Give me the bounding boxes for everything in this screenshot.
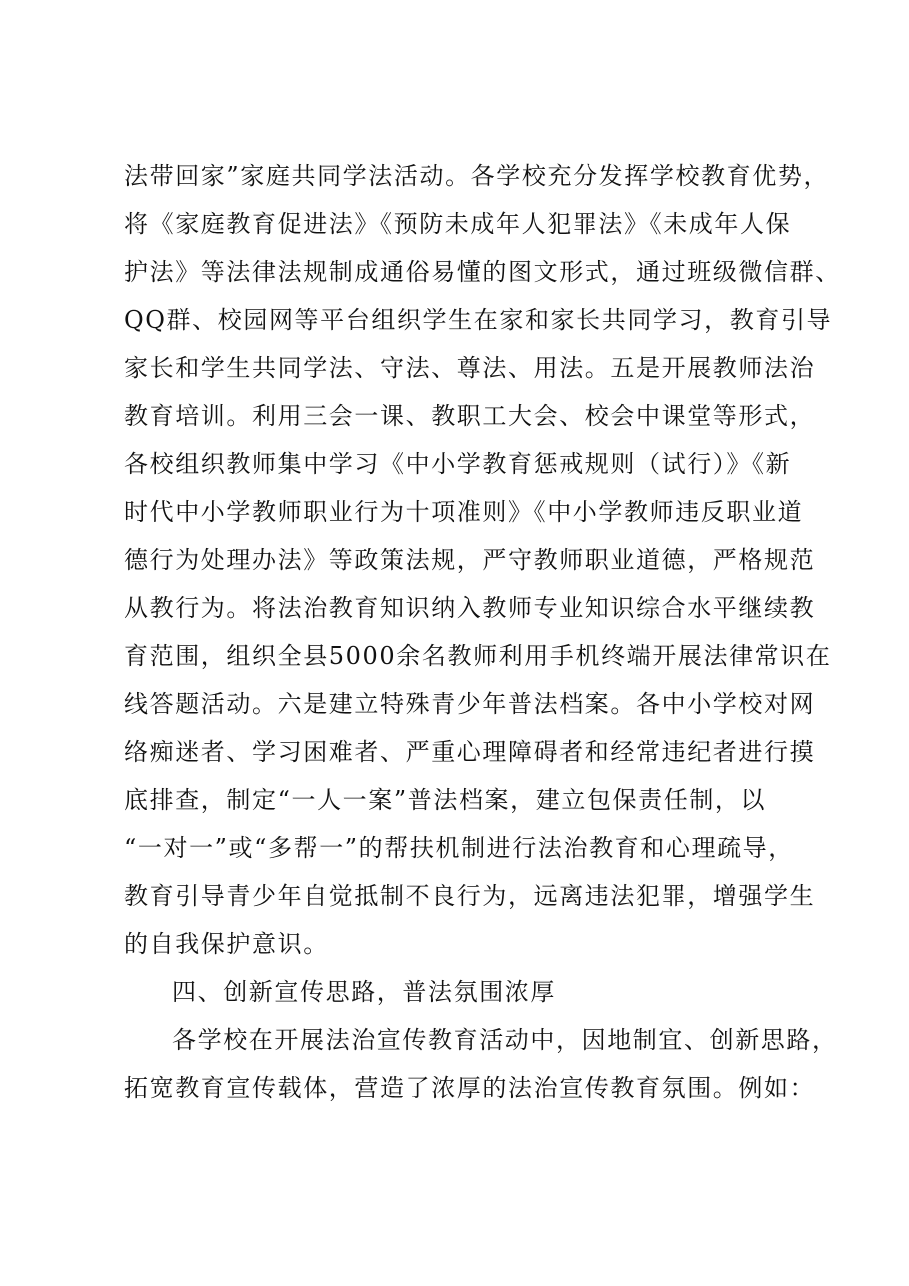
document-body xyxy=(124,152,841,1112)
text-line: 法带回家”家庭共同学法活动。各学校充分发挥学校教育优势， xyxy=(124,162,830,190)
text-line: 络痴迷者、学习困难者、严重心理障碍者和经常违纪者进行摸 xyxy=(124,738,816,766)
section-heading: 四、创新宣传思路，普法氛围浓厚 xyxy=(172,978,556,1006)
text-line: 护法》等法律法规制成通俗易懂的图文形式，通过班级微信群、 xyxy=(124,258,841,286)
paragraph-innovation xyxy=(124,1016,838,1112)
text-line: 教育引导青少年自觉抵制不良行为，远离违法犯罪，增强学生 xyxy=(124,882,816,910)
text-line: 线答题活动。六是建立特殊青少年普法档案。各中小学校对网 xyxy=(124,690,816,718)
paragraph-education-training xyxy=(124,152,841,968)
text-line: 的自我保护意识。 xyxy=(124,930,329,958)
text-line: 底排查，制定“一人一案”普法档案，建立包保责任制，以 xyxy=(124,786,767,814)
text-line: 各学校在开展法治宣传教育活动中，因地制宜、创新思路， xyxy=(172,1026,838,1054)
text-line: 从教行为。将法治教育知识纳入教师专业知识综合水平继续教 xyxy=(124,594,816,622)
text-line: 将《家庭教育促进法》《预防未成年人犯罪法》《未成年人保 xyxy=(124,210,792,238)
text-line: 育范围，组织全县5000余名教师利用手机终端开展法律常识在 xyxy=(124,642,832,670)
text-line: 各校组织教师集中学习《中小学教育惩戒规则（试行）》《新 xyxy=(124,450,792,478)
text-line: 拓宽教育宣传载体，营造了浓厚的法治宣传教育氛围。例如： xyxy=(124,1074,816,1102)
text-line: “一对一”或“多帮一”的帮扶机制进行法治教育和心理疏导， xyxy=(124,834,794,862)
text-line: 德行为处理办法》等政策法规，严守教师职业道德，严格规范 xyxy=(124,546,816,574)
text-line: 教育培训。利用三会一课、教职工大会、校会中课堂等形式， xyxy=(124,402,816,430)
text-line: 时代中小学教师职业行为十项准则》《中小学教师违反职业道 xyxy=(124,498,804,526)
text-line: QQ群、校园网等平台组织学生在家和家长共同学习，教育引导 xyxy=(124,306,833,334)
text-line: 家长和学生共同学法、守法、尊法、用法。五是开展教师法治 xyxy=(124,354,816,382)
